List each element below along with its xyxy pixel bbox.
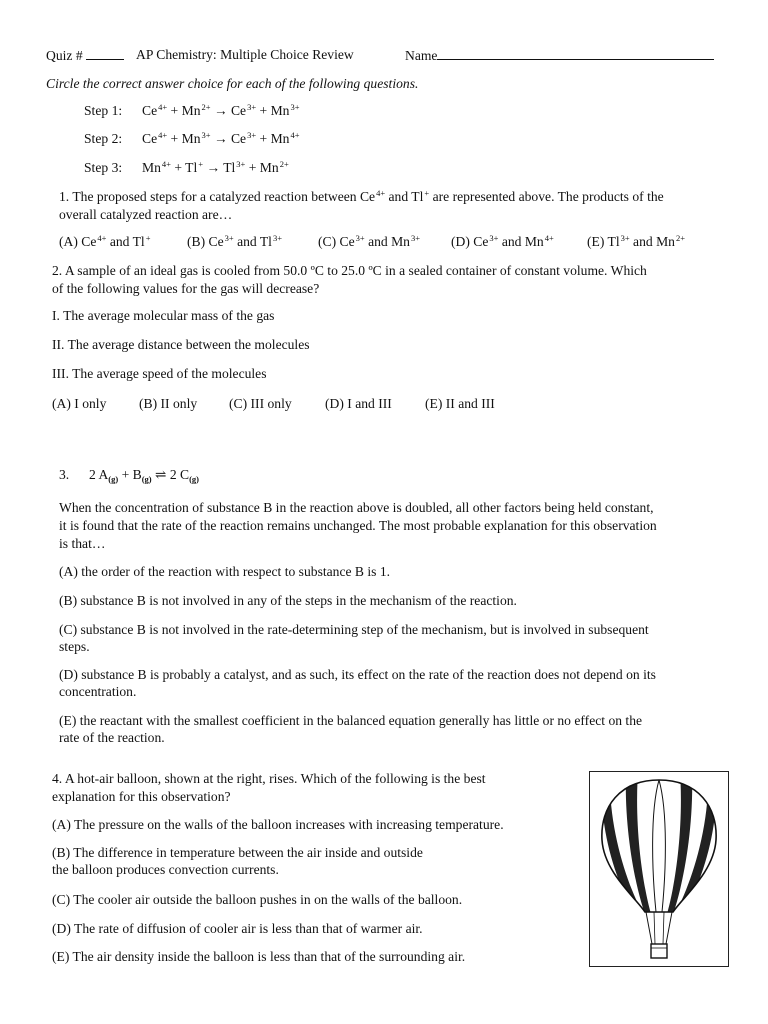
q1-option-a[interactable]: (A) $Ce^{4+}$ and Tl+	[59, 233, 151, 249]
q2-statement-2: II. The average distance between the molecules	[52, 337, 310, 352]
q4-stem-line1: 4. A hot-air balloon, shown at the right, rises. Which of the following is the best	[52, 771, 486, 786]
q2-stem-line2: of the following values for the gas will decrease?	[52, 281, 320, 296]
step-equation-3: $Mn^{4+} + Tl^+ \to Tl^{3+} + Mn^{2+}$	[142, 159, 289, 175]
q2-statement-1: I. The average molecular mass of the gas	[52, 308, 275, 323]
quiz-number-label: Quiz #	[46, 47, 124, 64]
q2-option-d[interactable]: (D) I and III	[325, 396, 392, 411]
hot-air-balloon-icon	[590, 772, 728, 966]
q3-stem-line3: is that…	[59, 536, 106, 551]
q3-equation: 2 $A_{(g)} + B_{(g)}$ ⇌ 2 $C_{(g)}$	[89, 467, 200, 484]
step-equation-1: $Ce^{4+} + Mn^{2+} \to Ce^{3+} + Mn^{3+}$	[142, 102, 300, 118]
q2-option-e[interactable]: (E) II and III	[425, 396, 495, 411]
q3-number: 3.	[59, 467, 70, 482]
step-equation-2: $Ce^{4+} + Mn^{3+} \to Ce^{3+} + Mn^{4+}$	[142, 130, 300, 146]
page-title: AP Chemistry: Multiple Choice Review	[136, 47, 354, 62]
name-field: Name	[405, 47, 714, 64]
q3-stem-line1: When the concentration of substance B in the reaction above is doubled, all other factors being held constant,	[59, 500, 654, 515]
q1-option-c[interactable]: (C) $Ce^{3+}$ and $Mn^{3+}$	[318, 233, 421, 249]
q3-option-d[interactable]: (D) substance B is probably a catalyst, and as such, its effect on the rate of the reaction does not depend on its concentration.	[59, 667, 656, 699]
step-label-3: Step 3:	[84, 160, 123, 175]
q2-option-c[interactable]: (C) III only	[229, 396, 292, 411]
instructions: Circle the correct answer choice for each of the following questions.	[46, 76, 419, 91]
q4-option-b[interactable]: (B) The difference in temperature between the air inside and outside the balloon produces convection currents.	[52, 845, 423, 877]
q2-option-a[interactable]: (A) I only	[52, 396, 107, 411]
q4-option-d[interactable]: (D) The rate of diffusion of cooler air is less than that of warmer air.	[52, 921, 423, 936]
q3-option-e[interactable]: (E) the reactant with the smallest coefficient in the balanced equation generally has little or no effect on the rate of the reaction.	[59, 713, 643, 745]
q1-option-d[interactable]: (D) $Ce^{3+}$ and $Mn^{4+}$	[451, 233, 554, 249]
q2-option-b[interactable]: (B) II only	[139, 396, 198, 411]
step-label-2: Step 2:	[84, 131, 123, 146]
q2-statement-3: III. The average speed of the molecules	[52, 366, 267, 381]
q4-option-a[interactable]: (A) The pressure on the walls of the balloon increases with increasing temperature.	[52, 817, 504, 832]
q2-stem-line1: 2. A sample of an ideal gas is cooled from 50.0 ºC to 25.0 ºC in a sealed container of constant volume. Which	[52, 263, 647, 278]
q1-stem-line2: overall catalyzed reaction are…	[59, 207, 233, 222]
q3-stem-line2: it is found that the rate of the reaction remains unchanged. The most probable explanation for this observation	[59, 518, 657, 533]
q4-stem-line2: explanation for this observation?	[52, 789, 231, 804]
q3-option-b[interactable]: (B) substance B is not involved in any of the steps in the mechanism of the reaction.	[59, 593, 517, 608]
q3-option-a[interactable]: (A) the order of the reaction with respect to substance B is 1.	[59, 564, 391, 579]
q4-option-e[interactable]: (E) The air density inside the balloon is less than that of the surrounding air.	[52, 949, 466, 964]
q3-option-c[interactable]: (C) substance B is not involved in the rate-determining step of the mechanism, but is involved in subsequent steps.	[59, 622, 649, 654]
balloon-figure	[589, 771, 729, 967]
step-label-1: Step 1:	[84, 103, 123, 118]
q1-stem-line1: 1. The proposed steps for a catalyzed reaction between $Ce^{4+}$ and Tl+ are represented above. The products of the	[59, 188, 664, 204]
name-blank[interactable]	[437, 47, 714, 60]
q1-option-e[interactable]: (E) $Tl^{3+}$ and $Mn^{2+}$	[587, 233, 685, 249]
q1-option-b[interactable]: (B) $Ce^{3+}$ and $Tl^{3+}$	[187, 233, 282, 249]
quiz-number-blank[interactable]	[86, 47, 124, 60]
q4-option-c[interactable]: (C) The cooler air outside the balloon pushes in on the walls of the balloon.	[52, 892, 463, 907]
